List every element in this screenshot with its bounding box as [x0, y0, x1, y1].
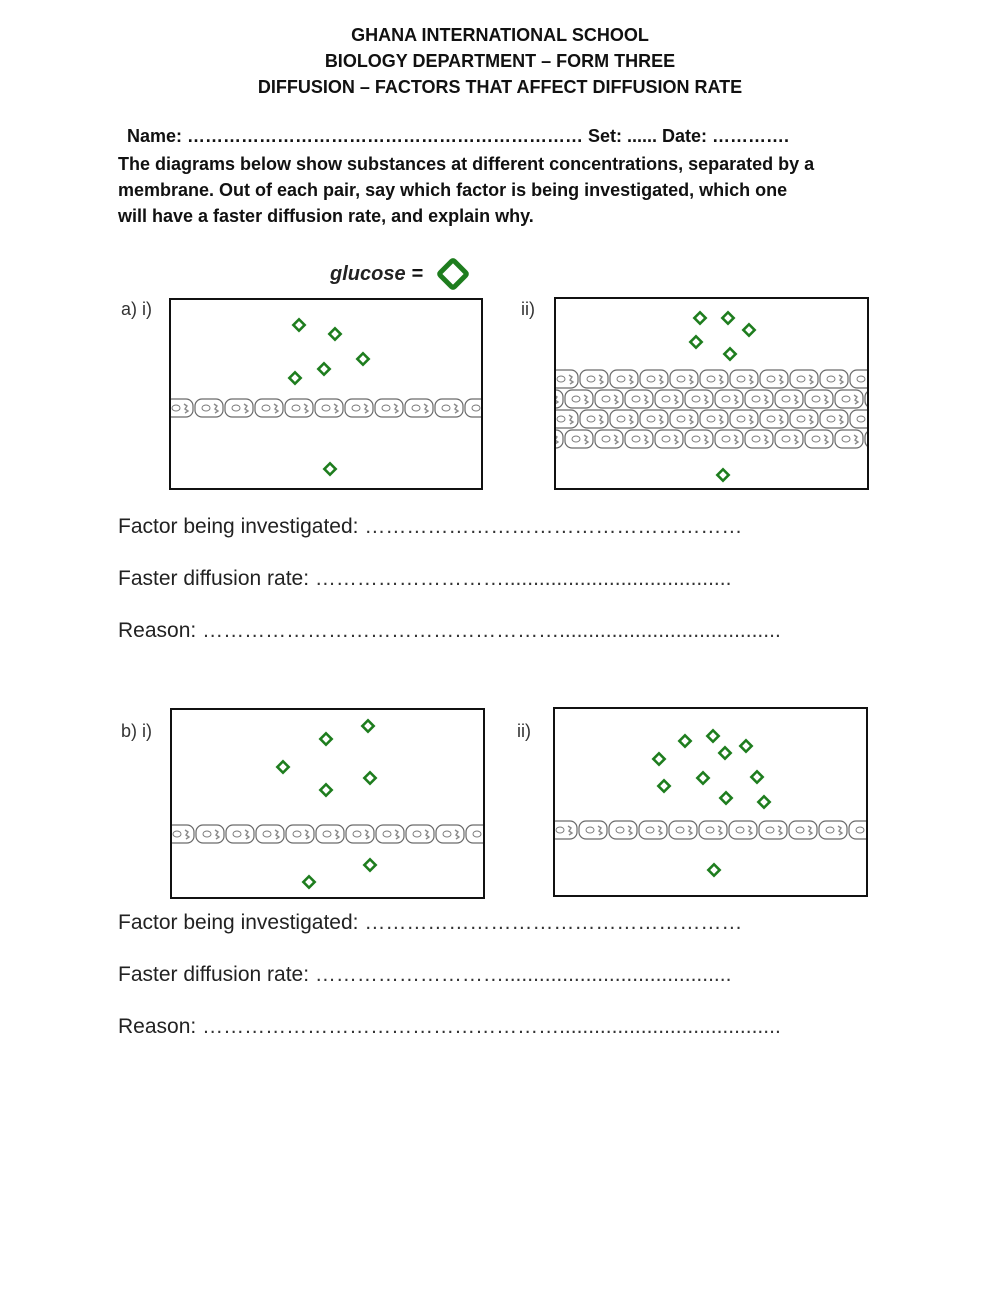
membrane-cell — [171, 399, 193, 417]
glucose-molecule — [658, 780, 669, 791]
diagram-b-ii-canvas — [555, 709, 868, 897]
membrane-cell — [315, 399, 343, 417]
membrane-cell — [805, 430, 833, 448]
membrane-cell — [759, 821, 787, 839]
glucose-molecule — [690, 336, 701, 347]
membrane-cell — [685, 430, 713, 448]
factor-label: Factor being investigated: — [118, 911, 359, 934]
glucose-molecule — [719, 747, 730, 758]
part-a-ii-label: ii) — [521, 299, 535, 319]
glucose-molecule — [277, 761, 288, 772]
membrane-cell — [556, 410, 578, 428]
membrane-cell — [820, 370, 848, 388]
membrane-cell — [595, 390, 623, 408]
glucose-molecule — [320, 733, 331, 744]
school-name: GHANA INTERNATIONAL SCHOOL — [351, 25, 649, 45]
membrane-cell — [760, 370, 788, 388]
membrane-cell — [700, 370, 728, 388]
membrane-cell — [699, 821, 727, 839]
glucose-molecule — [320, 784, 331, 795]
membrane-cell — [625, 430, 653, 448]
glucose-molecules — [289, 319, 368, 474]
membrane-cell — [850, 370, 869, 388]
glucose-molecule — [679, 735, 690, 746]
membrane-cell — [196, 825, 224, 843]
faster-label: Faster diffusion rate: — [118, 963, 310, 986]
membrane-cell — [226, 825, 254, 843]
membrane-cell — [835, 390, 863, 408]
membrane-cell — [555, 821, 577, 839]
cell-membrane — [555, 821, 868, 839]
glucose-molecule — [697, 772, 708, 783]
membrane-cell — [610, 410, 638, 428]
membrane-cell — [835, 430, 863, 448]
part-b-i-label: b) i) — [121, 721, 152, 741]
answer-b-reason[interactable] — [118, 1015, 781, 1039]
glucose-molecule — [303, 876, 314, 887]
glucose-molecule — [722, 312, 733, 323]
membrane-cell — [820, 410, 848, 428]
diagram-b-i — [170, 708, 485, 899]
membrane-cell — [655, 390, 683, 408]
membrane-cell — [565, 390, 593, 408]
membrane-cell — [670, 370, 698, 388]
membrane-cell — [715, 390, 743, 408]
answer-line[interactable]: ……………………………………………… — [364, 515, 743, 538]
membrane-cell — [595, 430, 623, 448]
membrane-cell — [790, 370, 818, 388]
membrane-cell — [789, 821, 817, 839]
department-name: BIOLOGY DEPARTMENT – FORM THREE — [324, 51, 676, 71]
glucose-molecule — [329, 328, 340, 339]
answer-a-reason[interactable] — [118, 619, 781, 643]
membrane-cell — [819, 821, 847, 839]
membrane-cell — [775, 390, 803, 408]
answer-line[interactable]: ……………………………………………… — [364, 911, 743, 934]
glucose-molecule — [324, 463, 335, 474]
glucose-molecule — [364, 772, 375, 783]
glucose-molecule — [724, 348, 735, 359]
membrane-cell — [556, 430, 563, 448]
glucose-molecule — [758, 796, 769, 807]
diagram-b-i-canvas — [172, 710, 485, 899]
membrane-cell — [849, 821, 868, 839]
membrane-cell — [790, 410, 818, 428]
membrane-cell — [580, 370, 608, 388]
membrane-cell — [745, 390, 773, 408]
membrane-cell — [865, 390, 869, 408]
answer-a-factor[interactable] — [118, 515, 742, 539]
factor-label: Factor being investigated: — [118, 515, 359, 538]
membrane-cell — [655, 430, 683, 448]
cell-membrane — [171, 399, 483, 417]
glucose-molecules — [277, 720, 375, 887]
glucose-molecule — [694, 312, 705, 323]
membrane-cell — [580, 410, 608, 428]
answer-b-faster[interactable] — [118, 963, 731, 987]
membrane-cell — [745, 430, 773, 448]
faster-label: Faster diffusion rate: — [118, 567, 310, 590]
membrane-cell — [685, 390, 713, 408]
glucose-molecule — [720, 792, 731, 803]
answer-line[interactable]: ……………………………………………...................................... — [202, 1015, 781, 1038]
membrane-cell — [730, 370, 758, 388]
answer-line[interactable]: ………………………....................................... — [314, 567, 732, 590]
membrane-cell — [316, 825, 344, 843]
answer-b-factor[interactable] — [118, 911, 742, 935]
glucose-molecules — [653, 730, 769, 875]
membrane-cell — [556, 390, 563, 408]
membrane-cell — [670, 410, 698, 428]
membrane-cell — [255, 399, 283, 417]
membrane-cell — [700, 410, 728, 428]
membrane-cell — [640, 410, 668, 428]
instruction-line: will have a faster diffusion rate, and explain why. — [118, 206, 534, 226]
membrane-cell — [435, 399, 463, 417]
membrane-cell — [466, 825, 485, 843]
membrane-cell — [775, 430, 803, 448]
membrane-cell — [286, 825, 314, 843]
membrane-cell — [195, 399, 223, 417]
glucose-molecule — [293, 319, 304, 330]
reason-label: Reason: — [118, 619, 197, 642]
glucose-molecule — [717, 469, 728, 480]
glucose-diamond-icon — [435, 256, 471, 292]
membrane-cell — [640, 370, 668, 388]
membrane-cell — [609, 821, 637, 839]
instruction-line: The diagrams below show substances at different concentrations, separated by a — [118, 154, 815, 174]
glucose-molecule — [289, 372, 300, 383]
membrane-cell — [579, 821, 607, 839]
membrane-cell — [285, 399, 313, 417]
membrane-cell — [729, 821, 757, 839]
glucose-molecule — [743, 324, 754, 335]
glucose-molecule — [357, 353, 368, 364]
membrane-cell — [865, 430, 869, 448]
glucose-molecule — [362, 720, 373, 731]
membrane-cell — [345, 399, 373, 417]
diagram-a-ii-canvas — [556, 299, 869, 490]
glucose-legend — [330, 256, 471, 292]
membrane-cell — [610, 370, 638, 388]
membrane-cell — [850, 410, 869, 428]
diagram-b-ii — [553, 707, 868, 897]
membrane-cell — [556, 370, 578, 388]
legend-equals: = — [411, 262, 424, 285]
membrane-cell — [225, 399, 253, 417]
glucose-molecule — [653, 753, 664, 764]
cell-membrane — [556, 370, 869, 448]
legend-label: glucose — [330, 262, 406, 285]
student-details-line[interactable]: Name: ………………………………………………………… Set: ...... Date: …………. — [127, 126, 790, 146]
glucose-molecule — [364, 859, 375, 870]
membrane-cell — [375, 399, 403, 417]
answer-line[interactable]: ……………………………………………...................................... — [202, 619, 781, 642]
glucose-molecule — [740, 740, 751, 751]
membrane-cell — [436, 825, 464, 843]
membrane-cell — [669, 821, 697, 839]
membrane-cell — [406, 825, 434, 843]
instruction-line: membrane. Out of each pair, say which factor is being investigated, which one — [118, 180, 788, 200]
part-b-ii-label: ii) — [517, 721, 531, 741]
answer-line[interactable]: ………………………....................................... — [314, 963, 732, 986]
membrane-cell — [376, 825, 404, 843]
membrane-cell — [625, 390, 653, 408]
part-a-i-label: a) i) — [121, 299, 152, 319]
instructions — [118, 151, 888, 229]
cell-membrane — [172, 825, 485, 843]
membrane-cell — [405, 399, 433, 417]
diagram-a-i — [169, 298, 483, 490]
glucose-molecule — [707, 730, 718, 741]
glucose-molecule — [751, 771, 762, 782]
membrane-cell — [256, 825, 284, 843]
worksheet-header — [0, 22, 1000, 100]
membrane-cell — [805, 390, 833, 408]
membrane-cell — [346, 825, 374, 843]
glucose-molecule — [708, 864, 719, 875]
reason-label: Reason: — [118, 1015, 197, 1038]
answer-a-faster[interactable] — [118, 567, 731, 591]
membrane-cell — [172, 825, 194, 843]
membrane-cell — [565, 430, 593, 448]
membrane-cell — [760, 410, 788, 428]
membrane-cell — [639, 821, 667, 839]
membrane-cell — [715, 430, 743, 448]
worksheet-topic: DIFFUSION – FACTORS THAT AFFECT DIFFUSION RATE — [257, 77, 743, 97]
membrane-cell — [730, 410, 758, 428]
glucose-molecule — [318, 363, 329, 374]
diagram-a-i-canvas — [171, 300, 483, 490]
diagram-a-ii — [554, 297, 869, 490]
